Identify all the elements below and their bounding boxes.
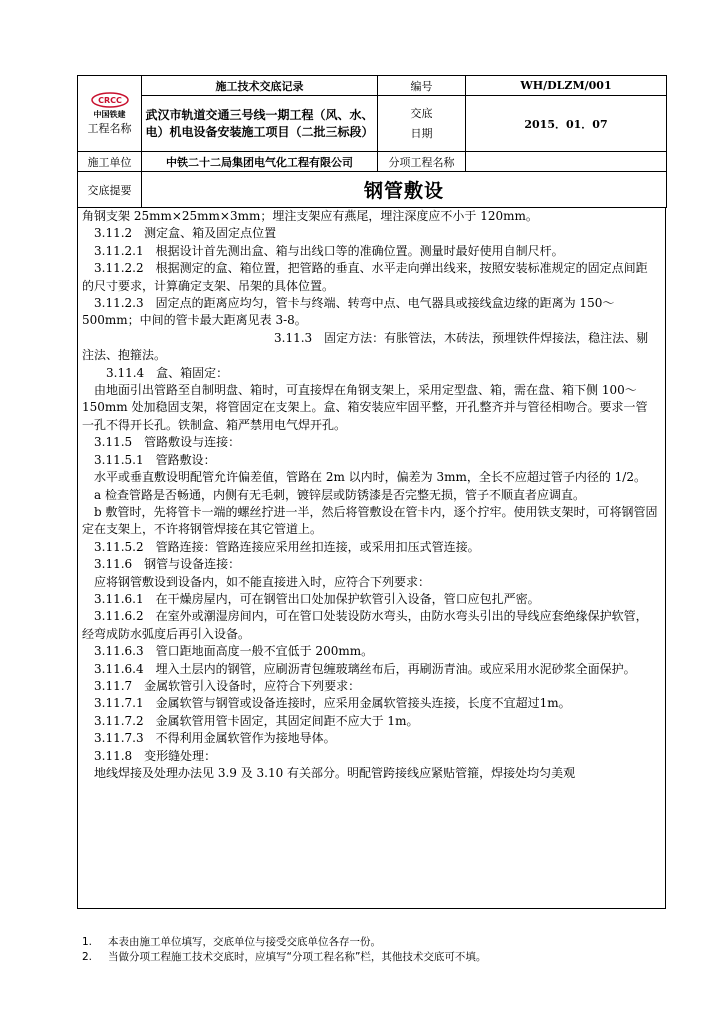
- body-paragraph: 3.11.7.1 金属软管与钢管或设备连接时，应采用金属软管接头连接，长度不宜超过1m。: [82, 696, 571, 711]
- body-paragraph: 地线焊接及处理办法见 3.9 及 3.10 有关部分。明配管跨接线应紧贴管箍，焊接处均匀美观: [82, 766, 576, 780]
- body-paragraph: 3.11.5 管路敷设与连接：: [82, 435, 241, 450]
- body-paragraph: 3.11.6.4 埋入土层内的钢管，应刷沥青包缠玻璃丝布后，再刷沥青油。或应采用水泥砂浆全面保护。: [82, 661, 636, 676]
- footer-note: [82, 950, 682, 965]
- header-table: [77, 75, 667, 208]
- body-paragraph: 由地面引出管路至自制明盘、箱时，可直接焊在角钢支架上，采用定型盘、箱，需在盘、箱下侧 100～150mm 处加稳固支架，将管固定在支架上。盒、箱安装应牢固平整，开孔整齐并与管径相吻合。要求一管一孔不得开长孔。铁制盒、箱严禁用电气焊开孔。: [82, 383, 648, 432]
- subproject-value: [466, 152, 667, 172]
- unit-name: 中铁二十二局集团电气化工程有限公司: [142, 152, 378, 172]
- footer-note-text: 当做分项工程施工技术交底时，应填写“分项工程名称”栏，其他技术交底可不填。: [108, 951, 487, 963]
- body-paragraph: 3.11.7.2 金属软管用管卡固定，其固定间距不应大于 1m。: [82, 713, 419, 728]
- body-paragraph: 3.11.8 变形缝处理：: [82, 748, 217, 763]
- date-label: 交底 日期: [378, 96, 466, 152]
- topic-label: 交底提要: [78, 172, 142, 208]
- body-paragraph: b 敷管时，先将管卡一端的螺丝拧进一半，然后将管敷设在管卡内，逐个拧牢。使用铁支架时，可将钢管固定在支架上，不许将钢管焊接在其它管道上。: [82, 504, 658, 537]
- body-paragraph: 3.11.3 固定方法：有胀管法，木砖法，预埋铁件焊接法，稳注法、剔注法、抱箍法。: [82, 330, 649, 363]
- logo-cell: [78, 76, 142, 152]
- project-label: 工程名称: [87, 121, 132, 135]
- project-name: 武汉市轨道交通三号线一期工程（风、水、电）机电设备安装施工项目（二批三标段）: [142, 96, 378, 152]
- logo-org-text: 中国铁建: [93, 109, 126, 119]
- crcc-logo-icon: [90, 92, 130, 108]
- body-paragraph: 3.11.6 钢管与设备连接：: [82, 557, 241, 572]
- code-label: 编号: [378, 76, 466, 96]
- footer-notes: [82, 935, 682, 965]
- disclosure-body: [77, 208, 666, 909]
- body-paragraph: 应将钢管敷设到设备内，如不能直接进入时，应符合下列要求：: [82, 574, 431, 589]
- record-title: 施工技术交底记录: [142, 76, 378, 96]
- body-paragraph: 3.11.2.1 根据设计首先测出盒、箱与出线口等的准确位置。测量时最好使用自制尺杆。: [82, 243, 564, 258]
- code-value: WH/DLZM/001: [466, 76, 667, 96]
- body-paragraph: 3.11.6.2 在室外或潮湿房间内，可在管口处装设防水弯头，由防水弯头引出的导线应套绝缘保护软管，经弯成防水弧度后再引入设备。: [82, 609, 648, 641]
- record-sheet: [77, 75, 666, 909]
- body-paragraph: 水平或垂直敷设明配管允许偏差值，管路在 2m 以内时，偏差为 3mm，全长不应超过管子内径的 1/2。: [82, 470, 646, 485]
- body-paragraph: 3.11.7 金属软管引入设备时，应符合下列要求：: [82, 678, 361, 693]
- body-paragraph: 3.11.6.1 在干燥房屋内，可在钢管出口处加保护软管引入设备，管口应包扎严密。: [82, 591, 540, 606]
- topic-title: 钢管敷设: [142, 172, 667, 208]
- svg-text:CRCC: CRCC: [97, 95, 122, 105]
- company-logo: [80, 92, 139, 136]
- body-paragraph: 3.11.7.3 不得利用金属软管作为接地导体。: [82, 731, 336, 746]
- body-paragraph: a 检查管路是否畅通，内侧有无毛刺，镀锌层或防锈漆是否完整无损，管子不顺直者应调直。: [82, 487, 585, 502]
- body-paragraph: 3.11.4 盒、箱固定：: [82, 365, 229, 380]
- body-paragraph: 3.11.5.1 管路敷设：: [82, 452, 216, 467]
- footer-note: [82, 935, 682, 950]
- unit-label: 施工单位: [78, 152, 142, 172]
- footer-note-number: 2.: [82, 951, 93, 963]
- body-paragraph: 3.11.5.2 管路连接：管路连接应采用丝扣连接，或采用扣压式管连接。: [82, 539, 480, 554]
- subproject-label: 分项工程名称: [378, 152, 466, 172]
- body-paragraph: 角钢支架 25mm×25mm×3mm；埋注支架应有燕尾，埋注深度应不小于 120mm。: [82, 209, 538, 223]
- date-value: 2015．01．07: [466, 96, 667, 152]
- footer-note-number: 1.: [82, 936, 93, 948]
- body-paragraph: 3.11.2.3 固定点的距离应均匀，管卡与终端、转弯中点、电气器具或接线盒边缘的距离为 150～500mm；中间的管卡最大距离见表 3-8。: [82, 296, 615, 328]
- body-paragraph: 3.11.2.2 根据测定的盒、箱位置，把管路的垂直、水平走向弹出线来，按照安装标准规定的固定点间距的尺寸要求，计算确定支架、吊架的具体位置。: [82, 261, 648, 293]
- body-paragraph: 3.11.2 测定盒、箱及固定点位置: [82, 226, 277, 241]
- footer-note-text: 本表由施工单位填写，交底单位与接受交底单位各存一份。: [108, 936, 381, 948]
- body-paragraph: 3.11.6.3 管口距地面高度一般不宜低于 200mm。: [82, 644, 374, 659]
